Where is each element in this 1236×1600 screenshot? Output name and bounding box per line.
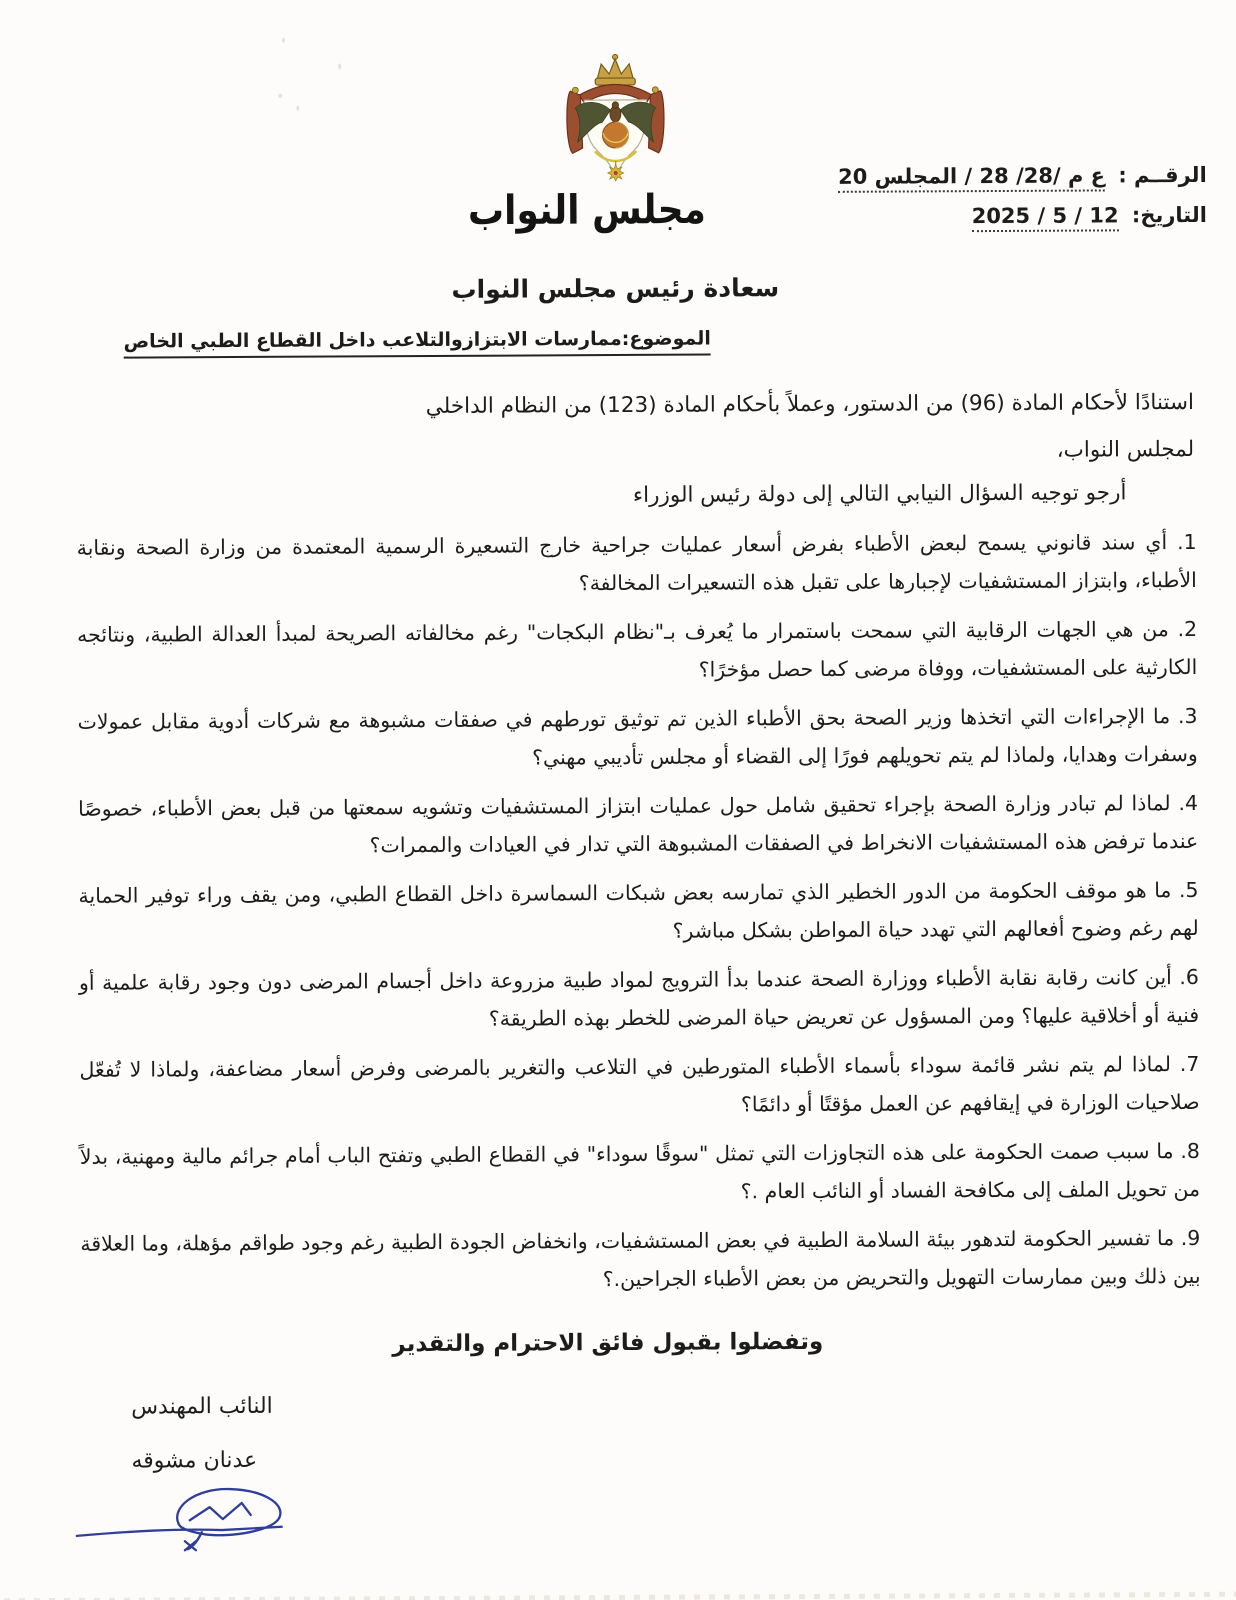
reference-block	[838, 163, 1207, 245]
question-item: 7. لماذا لم يتم نشر قائمة سوداء بأسماء الأطباء المتورطين في التلاعب والتغرير بالمرضى وفرض أسعار مضاعفة، ولماذا لا تُفعّل صلاحيات الوزارة في إيقافهم عن العمل مؤقتًا أو دائمًا؟	[79, 1051, 1200, 1116]
salutation-title: سعادة رئيس مجلس النواب	[451, 273, 780, 304]
questions-list	[77, 524, 1201, 1313]
question-item: 3. ما الإجراءات التي اتخذها وزير الصحة بحق الأطباء الذين تم توثيق تورطهم في صفقات مشبوهة مع شركات أدوية مقابل عمولات وسفرات وهدايا، ولماذا لم يتم تحويلهم فورًا إلى القضاء أو مجلس تأديبي مهني؟	[77, 703, 1198, 769]
scan-speck	[278, 94, 282, 98]
intro-line: استنادًا لأحكام المادة (96) من الدستور، وعملاً بأحكام المادة (123) من النظام الداخلي	[425, 389, 1194, 420]
org-calligraphy: مجلس النواب	[467, 187, 707, 235]
reference-number-value: ع م /28/ 28 / المجلس 20	[838, 163, 1105, 192]
request-line: أرجو توجيه السؤال النيابي التالي إلى دولة رئيس الوزراء	[632, 480, 1127, 508]
reference-number-row	[838, 163, 1207, 189]
date-row	[838, 203, 1207, 229]
scan-edge-artifact	[4, 1592, 1236, 1600]
subject-line: الموضوع:ممارسات الابتزازوالتلاعب داخل القطاع الطبي الخاص	[124, 328, 711, 359]
question-item: 4. لماذا لم تبادر وزارة الصحة بإجراء تحقيق شامل حول عمليات ابتزاز المستشفيات وتشويه سمعتها من قبل بعض الأطباء، خصوصًا عندما ترفض هذه المستشفيات الانخراط في الصفقات المشبوهة التي تدار في العيادات والممرات؟	[77, 790, 1199, 857]
jordan-coat-of-arms-icon	[539, 50, 692, 189]
question-item: 8. ما سبب صمت الحكومة على هذه التجاوزات التي تمثل "سوقًا سوداء" في القطاع الطبي وتفتح الباب أمام جرائم مالية ومهنية، بدلاً من تحويل الملف إلى مكافحة الفساد أو النائب العام .؟	[79, 1138, 1201, 1203]
intro-line: لمجلس النواب،	[1056, 436, 1195, 463]
scan-speck	[338, 63, 341, 69]
question-item: 6. أين كانت رقابة نقابة الأطباء ووزارة الصحة عندما بدأ الترويج لمواد طبية مزروعة داخل أجسام المرضى دون وجود رقابة علمية أو فنية أو أخلاقية عليها؟ ومن المسؤول عن تعريض حياة المرضى للخطر بهذه الطريقة؟	[78, 964, 1200, 1031]
intro-paragraph	[78, 379, 1194, 479]
question-item: 5. ما هو موقف الحكومة من الدور الخطير الذي تمارسه بعض شبكات السماسرة داخل القطاع الطبي، ومن يقف وراء توفير الحماية لهم رغم وضوح أفعالهم التي تهدد حياة المواطن بشكل مباشر؟	[78, 877, 1199, 943]
question-item: 9. ما تفسير الحكومة لتدهور بيئة السلامة الطبية في بعض المستشفيات، وانخفاض الجودة الطبية رغم وجود طواقم مؤهلة، وما العلاقة بين ذلك وبين ممارسات التهويل والتحريض من بعض الأطباء الجراحين.؟	[80, 1225, 1201, 1291]
signer-title: النائب المهندس	[131, 1393, 273, 1420]
date-value: 12 / 5 / 2025	[972, 203, 1119, 232]
question-item: 2. من هي الجهات الرقابية التي سمحت باستمرار ما يُعرف بـ"نظام البكجات" رغم مخالفاته الصريحة لمبدأ العدالة الطبية، ونتائجه الكارثية على المستشفيات، ووفاة مرضى كما حصل مؤخرًا؟	[77, 616, 1198, 682]
question-item: 1. أي سند قانوني يسمح لبعض الأطباء بفرض أسعار عمليات جراحية خارج التسعيرة الرسمية المعتمدة من وزارة الصحة ونقابة الأطباء، وابتزاز المستشفيات لإجبارها على تقبل هذه التسعيرات المخالفة؟	[76, 529, 1197, 595]
reference-number-label: الرقــم :	[1118, 162, 1207, 188]
date-label: التاريخ:	[1131, 202, 1208, 228]
closing-line: وتفضلوا بقبول فائق الاحترام والتقدير	[392, 1328, 824, 1358]
scan-speck	[296, 106, 299, 111]
signer-name: عدنان مشوقه	[131, 1447, 258, 1474]
scan-speck	[282, 38, 285, 43]
handwritten-signature	[72, 1478, 316, 1555]
